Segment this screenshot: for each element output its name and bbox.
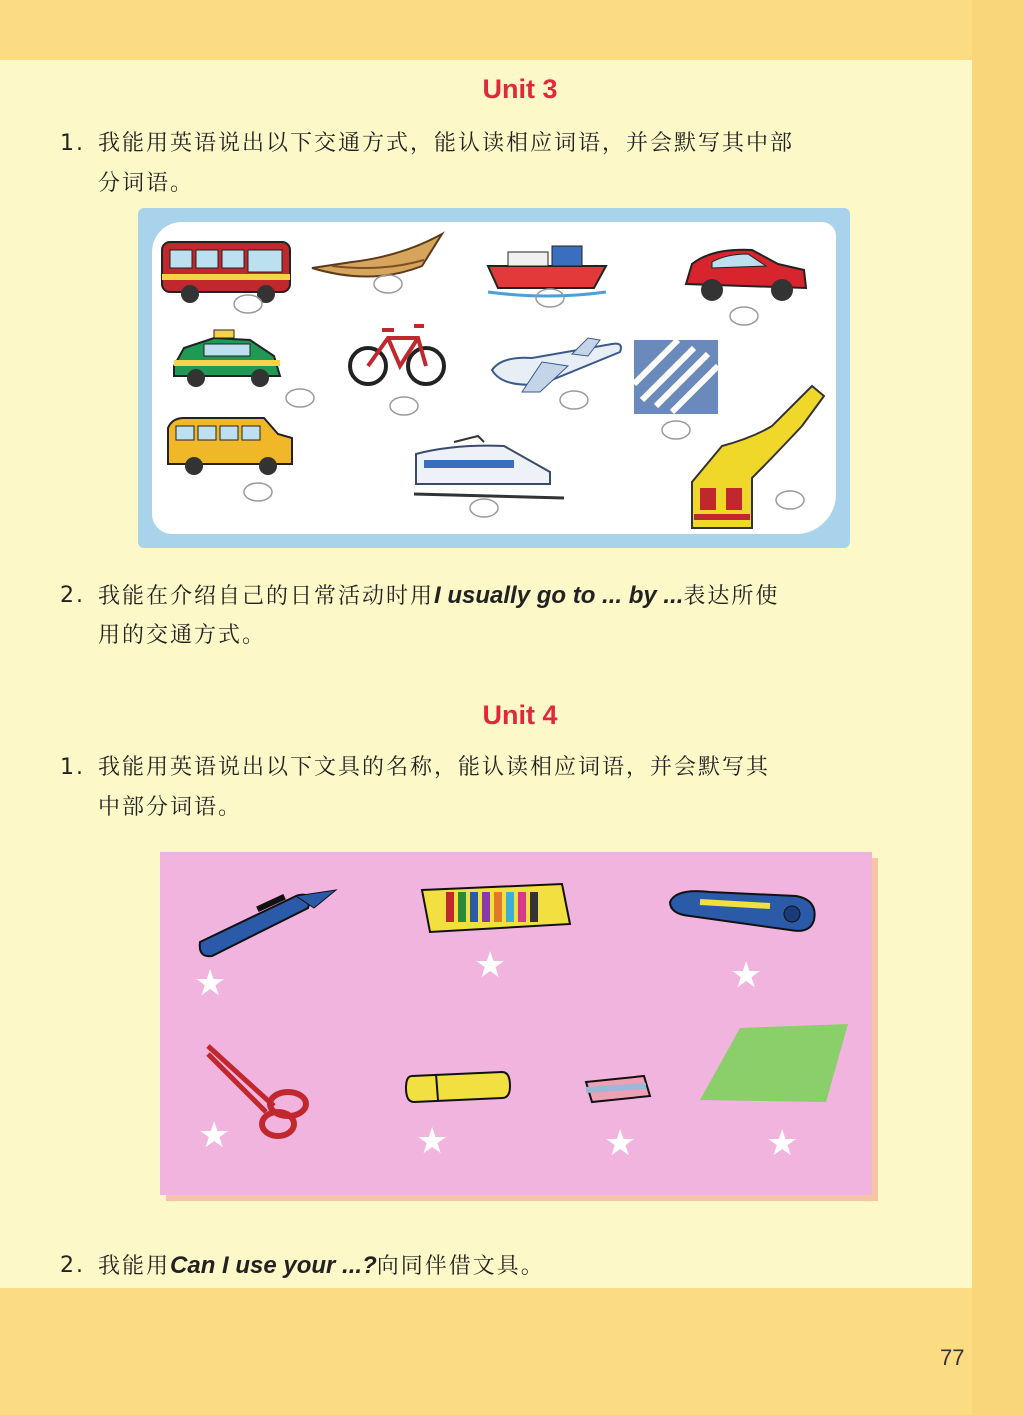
pen-icon	[200, 890, 336, 956]
item-text-continued: 分词语。	[98, 171, 195, 196]
star-icon: ★	[416, 1121, 449, 1162]
item-text: 我能用英语说出以下文具的名称，能认读相应词语，并会默写其	[98, 755, 771, 780]
star-icon: ★	[198, 1115, 231, 1156]
transport-illustrations	[152, 222, 836, 534]
item-text	[98, 576, 779, 617]
star-icon: ★	[194, 963, 227, 1004]
paper-icon	[700, 1024, 848, 1102]
stationery-picture-panel	[160, 852, 872, 1195]
crayons-icon	[422, 884, 570, 932]
star-icon: ★	[730, 955, 763, 996]
transport-picture-area	[152, 222, 836, 534]
item-number: 2.	[60, 583, 85, 608]
taxi-icon	[174, 330, 280, 387]
unit4-item1	[60, 748, 980, 832]
unit3-title: Unit 3	[482, 74, 558, 104]
plane-icon	[492, 338, 621, 392]
eraser-icon	[586, 1076, 650, 1102]
item-text-continued: 中部分词语。	[98, 795, 243, 820]
item-text-start: 我能在介绍自己的日常活动时用	[98, 584, 435, 609]
unit3-item1	[60, 124, 980, 208]
item-text-start: 我能用	[98, 1254, 171, 1279]
unit4-title: Unit 4	[482, 700, 558, 730]
star-icon: ★	[766, 1123, 799, 1164]
unit4-item2	[60, 1246, 980, 1288]
item-text: 我能用英语说出以下交通方式，能认读相应词语，并会默写其中部	[98, 131, 795, 156]
item-text-end: 向同伴借文具。	[376, 1254, 545, 1279]
item-text-continued: 用的交通方式。	[98, 623, 267, 648]
unit3-item2	[60, 576, 980, 660]
english-sentence-pattern: Can I use your ...?	[170, 1252, 377, 1279]
page-number: 77	[940, 1345, 965, 1370]
item-number: 1.	[60, 131, 85, 156]
pencil-case-icon	[670, 891, 815, 931]
high-speed-train-icon	[414, 436, 564, 498]
item-number: 2.	[60, 1253, 85, 1278]
item-text	[98, 1246, 545, 1287]
bus-icon	[162, 242, 290, 303]
boat-icon	[312, 234, 442, 277]
star-icon: ★	[604, 1123, 637, 1164]
glue-icon	[406, 1072, 510, 1102]
car-icon	[686, 250, 806, 301]
transport-picture-panel	[138, 208, 850, 548]
zebra-crossing-icon	[634, 340, 718, 414]
english-sentence-pattern: I usually go to ... by ...	[434, 582, 684, 609]
item-number: 1.	[60, 755, 85, 780]
bike-icon	[350, 326, 444, 384]
school-bus-icon	[168, 418, 292, 475]
star-icon: ★	[474, 945, 507, 986]
item-text-end: 表达所使	[683, 584, 780, 609]
